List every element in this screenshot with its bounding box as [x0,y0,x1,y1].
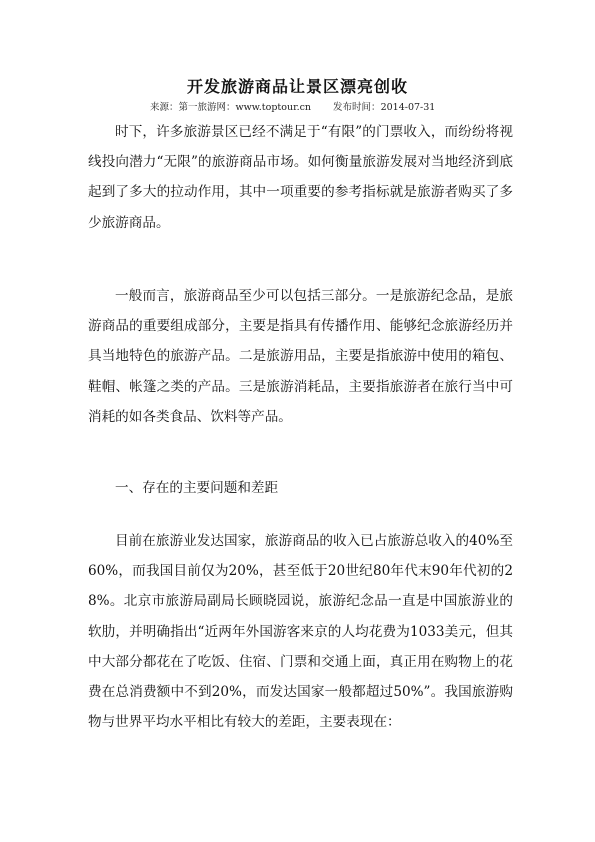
article-meta [150,102,480,114]
date-label: 发布时间： [333,102,381,113]
paragraph-intro: 时下，许多旅游景区已经不满足于“有限”的门票收入，而纷纷将视线投向潜力“无限”的旅游商品市场。如何衡量旅游发展对当地经济到底起到了多大的拉动作用，其中一项重要的参考指标就是旅游者购买了多少旅游商品。 [88,124,513,231]
source-label: 来源： [150,102,179,113]
article-title: 开发旅游商品让景区漂亮创收 [186,77,408,96]
paragraph-categories: 一般而言，旅游商品至少可以包括三部分。一是旅游纪念品，是旅游商品的重要组成部分，主要是指具有传播作用、能够纪念旅游经历并具当地特色的旅游产品。二是旅游用品，主要是指旅游中使用的箱包、鞋帽、帐篷之类的产品。三是旅游消耗品，主要指旅游者在旅行当中可消耗的如各类食品、饮料等产品。 [88,288,513,425]
section-heading-problems: 一、存在的主要问题和差距 [115,480,279,496]
date-value: 2014-07-31 [380,102,436,113]
paragraph-problems: 目前在旅游业发达国家，旅游商品的收入已占旅游总收入的40%至60%，而我国目前仅为20%，甚至低于20世纪80年代末90年代初的28%。北京市旅游局副局长顾晓园说，旅游纪念品一直是中国旅游业的软肋，并明确指出“近两年外国游客来京的人均花费为1033美元，但其中大部分都花在了吃饭、住宿、门票和交通上面，真正用在购物上的花费在总消费额中不到20%，而发达国家一般都超过50%”。我国旅游购物与世界平均水平相比有较大的差距，主要表现在： [88,533,513,731]
source-value: 第一旅游网：www.toptour.cn [178,102,312,113]
